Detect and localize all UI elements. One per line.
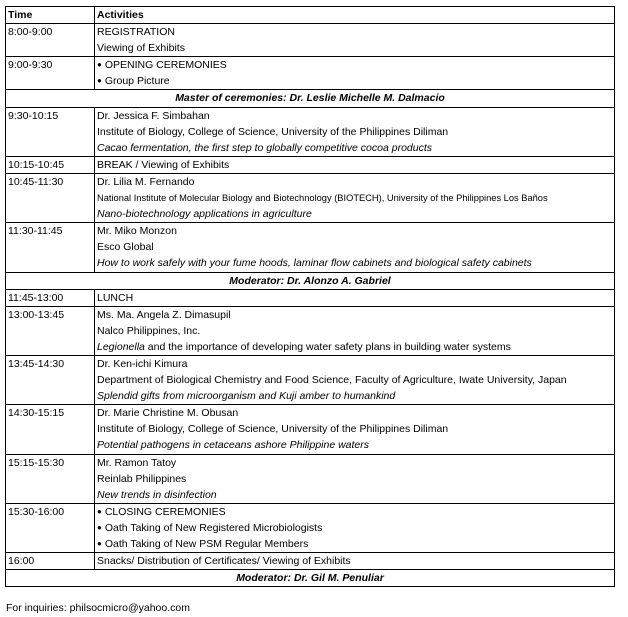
activity-line: Mr. Miko Monzon bbox=[97, 225, 177, 238]
time-cell: 9:00-9:30 bbox=[6, 57, 95, 90]
activity-cell bbox=[95, 156, 615, 173]
activity-cell bbox=[95, 107, 615, 156]
time-cell: 13:00-13:45 bbox=[6, 306, 95, 355]
activity-line: Nano-biotechnology applications in agriculture bbox=[97, 208, 312, 221]
inquiries-footer: For inquiries: philsocmicro@yahoo.com bbox=[6, 602, 190, 614]
activity-cell bbox=[95, 355, 615, 404]
moderator-label: Moderator: Dr. Gil M. Penuliar bbox=[6, 570, 615, 587]
moderator-label: Master of ceremonies: Dr. Leslie Michelle M. Dalmacio bbox=[6, 90, 615, 107]
moderator-row bbox=[6, 570, 615, 587]
activity-line: Department of Biological Chemistry and Food Science, Faculty of Agriculture, Iwate University, Japan bbox=[97, 374, 567, 387]
activity-cell bbox=[95, 553, 615, 570]
activity-line: Reinlab Philippines bbox=[97, 472, 187, 485]
time-cell: 9:30-10:15 bbox=[6, 107, 95, 156]
schedule-body bbox=[6, 24, 615, 587]
table-row bbox=[6, 24, 615, 57]
bullet-item: ● Group Picture bbox=[97, 73, 612, 89]
activity-cell bbox=[95, 405, 615, 454]
activity-line: Ms. Ma. Angela Z. Dimasupil bbox=[97, 308, 231, 321]
table-row bbox=[6, 454, 615, 503]
table-row bbox=[6, 223, 615, 272]
table-row bbox=[6, 173, 615, 222]
activity-line: Dr. Ken-ichi Kimura bbox=[97, 357, 188, 370]
activity-cell bbox=[95, 503, 615, 552]
activity-line: REGISTRATION bbox=[97, 26, 175, 39]
activity-line: How to work safely with your fume hoods, laminar flow cabinets and biological safety cabinets bbox=[97, 257, 532, 270]
activity-cell bbox=[95, 306, 615, 355]
activity-line: Esco Global bbox=[97, 241, 154, 254]
moderator-row bbox=[6, 272, 615, 289]
time-cell: 14:30-15:15 bbox=[6, 405, 95, 454]
bullet-item: ● Oath Taking of New PSM Regular Members bbox=[97, 536, 612, 552]
bullet-item: ● CLOSING CEREMONIES bbox=[97, 504, 612, 520]
activity-line: Nalco Philippines, Inc. bbox=[97, 324, 201, 337]
schedule-table bbox=[5, 6, 615, 587]
table-row bbox=[6, 57, 615, 90]
bullet-item: ● Oath Taking of New Registered Microbiologists bbox=[97, 520, 612, 536]
activity-cell bbox=[95, 223, 615, 272]
activity-line: Potential pathogens in cetaceans ashore Philippine waters bbox=[97, 439, 370, 452]
activity-cell bbox=[95, 289, 615, 306]
time-cell: 15:15-15:30 bbox=[6, 454, 95, 503]
time-cell: 13:45-14:30 bbox=[6, 355, 95, 404]
activity-cell bbox=[95, 173, 615, 222]
moderator-label: Moderator: Dr. Alonzo A. Gabriel bbox=[6, 272, 615, 289]
activity-line-part: Legionella bbox=[97, 340, 145, 353]
time-cell: 15:30-16:00 bbox=[6, 503, 95, 552]
table-row bbox=[6, 553, 615, 570]
header-row bbox=[6, 7, 615, 24]
table-row bbox=[6, 156, 615, 173]
activity-line: Cacao fermentation, the first step to globally competitive cocoa products bbox=[97, 141, 433, 154]
activity-line: Snacks/ Distribution of Certificates/ Viewing of Exhibits bbox=[97, 555, 351, 568]
activity-line-part: and the importance of developing water safety plans in building water systems bbox=[144, 340, 511, 353]
activity-line: BREAK / Viewing of Exhibits bbox=[97, 158, 230, 171]
moderator-row bbox=[6, 90, 615, 107]
time-cell: 10:45-11:30 bbox=[6, 173, 95, 222]
activity-line: Viewing of Exhibits bbox=[97, 42, 185, 55]
bullet-item: ● OPENING CEREMONIES bbox=[97, 57, 612, 73]
activity-line bbox=[97, 339, 612, 355]
time-cell: 11:45-13:00 bbox=[6, 289, 95, 306]
time-cell: 11:30-11:45 bbox=[6, 223, 95, 272]
activity-cell bbox=[95, 57, 615, 90]
activity-line: Mr. Ramon Tatoy bbox=[97, 456, 177, 469]
activity-line: LUNCH bbox=[97, 291, 134, 304]
table-row bbox=[6, 306, 615, 355]
table-row bbox=[6, 355, 615, 404]
activity-line: Dr. Lilia M. Fernando bbox=[97, 175, 195, 188]
header-time: Time bbox=[6, 7, 95, 24]
table-row bbox=[6, 503, 615, 552]
activity-line: Dr. Marie Christine M. Obusan bbox=[97, 407, 239, 420]
activity-line: Institute of Biology, College of Science, University of the Philippines Diliman bbox=[97, 125, 449, 138]
activity-cell bbox=[95, 24, 615, 57]
activity-line: New trends in disinfection bbox=[97, 488, 217, 501]
header-activities: Activities bbox=[95, 7, 615, 24]
time-cell: 16:00 bbox=[6, 553, 95, 570]
activity-line: Institute of Biology, College of Science, University of the Philippines Diliman bbox=[97, 423, 449, 436]
time-cell: 8:00-9:00 bbox=[6, 24, 95, 57]
activity-cell bbox=[95, 454, 615, 503]
time-cell: 10:15-10:45 bbox=[6, 156, 95, 173]
activity-line: National Institute of Molecular Biology and Biotechnology (BIOTECH), University of the Philippines Los Baños bbox=[97, 193, 548, 204]
activity-line: Splendid gifts from microorganism and Kuji amber to humankind bbox=[97, 390, 396, 403]
activity-line: Dr. Jessica F. Simbahan bbox=[97, 109, 210, 122]
table-row bbox=[6, 107, 615, 156]
table-row bbox=[6, 405, 615, 454]
table-row bbox=[6, 289, 615, 306]
